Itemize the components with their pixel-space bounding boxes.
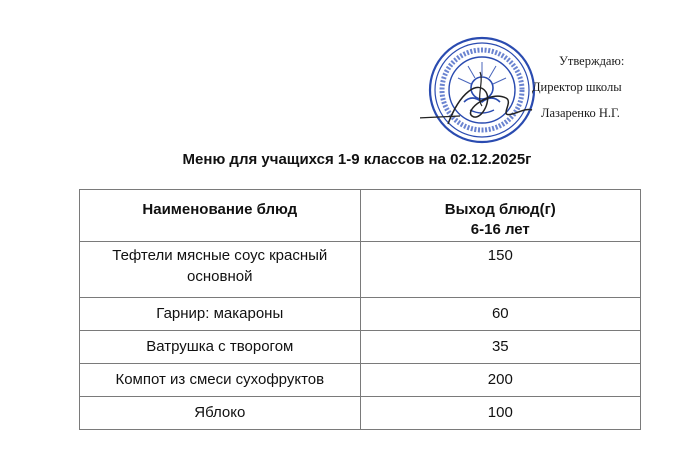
table-row <box>80 331 641 364</box>
grams-cell: 100 <box>360 397 640 430</box>
table-header-row <box>80 190 641 242</box>
dish-cell: Яблоко <box>80 397 361 430</box>
grams-cell: 35 <box>360 331 640 364</box>
table-row <box>80 298 641 331</box>
page-title: Меню для учащихся 1-9 классов на 02.12.2025г <box>182 151 532 168</box>
approval-name: Лазаренко Н.Г. <box>541 106 620 120</box>
approval-heading: Утверждаю: <box>559 54 625 68</box>
column-header-output-title: Выход блюд(г) <box>444 201 556 218</box>
dish-cell: Ватрушка с творогом <box>80 331 361 364</box>
approval-position: Директор школы <box>532 80 622 94</box>
dish-cell: Гарнир: макароны <box>80 298 361 331</box>
table-row <box>80 364 641 397</box>
menu-table <box>79 189 641 430</box>
dish-cell: Компот из смеси сухофруктов <box>80 364 361 397</box>
table-row <box>80 397 641 430</box>
column-header-output <box>360 190 640 242</box>
dish-cell: Тефтели мясные соус красный основной <box>80 242 361 298</box>
column-header-output-age: 6-16 лет <box>470 221 530 238</box>
approval-block <box>532 48 672 126</box>
column-header-dish: Наименование блюд <box>80 190 361 242</box>
official-seal-icon <box>420 32 550 148</box>
grams-cell: 60 <box>360 298 640 331</box>
grams-cell: 150 <box>360 242 640 298</box>
seal-graphic <box>420 32 550 148</box>
grams-cell: 200 <box>360 364 640 397</box>
table-row <box>80 242 641 298</box>
